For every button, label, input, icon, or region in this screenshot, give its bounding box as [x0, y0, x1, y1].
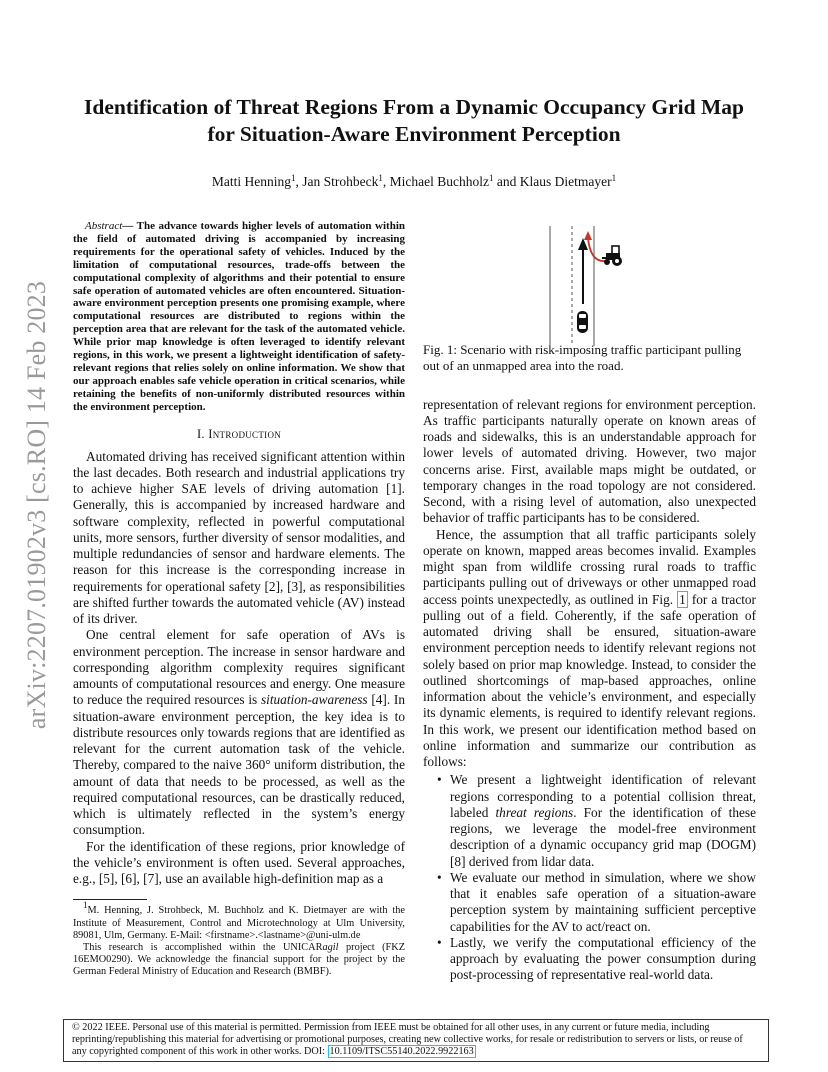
author-separator: ,: [295, 174, 303, 189]
contribution-item: [423, 870, 756, 935]
threat-arrowhead: [584, 231, 592, 240]
copyright-notice: [63, 1019, 769, 1062]
intro-paragraph-2: [73, 627, 405, 838]
title-line-1: Identification of Threat Regions From a Dynamic Occupancy Grid Map: [84, 95, 744, 119]
footnote-text: M. Henning, J. Strohbeck, M. Buchholz and K. Dietmayer are with the Institute of Measurement, Control and Microtechnology at Ulm University, 89081, Ulm, Germany. E-Mail: <firstname>.<lastname>@uni-ulm.de: [73, 905, 405, 941]
footnote-text: This research is accomplished within the UNICAR: [83, 941, 323, 953]
contribution-list: [423, 772, 756, 983]
title-line-2: for Situation-Aware Environment Perception: [207, 122, 621, 146]
footnote-affiliation: [73, 900, 405, 942]
author-affiliation-mark: 1: [378, 173, 383, 183]
item-text: Lastly, we verify the computational efficiency of the approach by evaluating the power consumption during post-processing of representative real-world data.: [450, 934, 756, 983]
abstract-text: The advance towards higher levels of automation within the field of automated driving is accompanied by increasing requirements for the operational safety of vehicles. Induced by the limitation of computational resources, trade-offs between the computational complexity of algorithms and their potential to ensure safe operation of automated vehicles are often encountered. Situation-aware environment perception presents one promising example, where computational resources are distributed to regions within the perception area that are relevant for the task of the automated vehicle. While prior map knowledge is often leveraged to identify relevant regions, in this work, we present a lightweight identification of safety-relevant regions that relies solely on online information. We show that our approach enables safe vehicle operation in critical scenarios, while retaining the benefits of non-uniformly distributed resources within the environment perception.: [73, 220, 405, 413]
figure-1: [423, 213, 756, 338]
author-affiliation-mark: 1: [291, 173, 296, 183]
doi-link[interactable]: 10.1109/ITSC55140.2022.9922163: [329, 1046, 474, 1058]
emphasis-term: situation-awareness: [260, 692, 368, 708]
item-text: We present a lightweight identification of relevant regions corresponding to a potential collision threat, labeled: [450, 772, 756, 820]
figure-reference-link[interactable]: 1: [679, 591, 686, 607]
ego-vehicle-window: [579, 314, 586, 318]
paper-title: [60, 94, 768, 148]
paragraph-text: for a tractor pulling out of a field. Coherently, if the safe operation of automated driving shall be ensured, situation-aware environment perception needs to identify relevant regions not solely based on prior map knowledge. Instead, to consider the outlined shortcomings of map-based approaches, online information about the vehicle’s environment, and especially its dynamic elements, is required to identify relevant regions. In this work, we present our identification method based on online information and summarize our contribution as follows:: [423, 591, 756, 770]
contribution-item: [423, 935, 756, 984]
contribution-item: [423, 772, 756, 870]
arxiv-identifier: arXiv:2207.01902v3 [cs.RO] 14 Feb 2023: [22, 280, 51, 730]
section-number: I.: [196, 426, 209, 441]
intro-paragraph-5: [423, 527, 756, 771]
footnote-emphasis: agil: [322, 941, 339, 953]
footnote-funding: [73, 942, 405, 979]
bullet-icon: •: [437, 772, 442, 788]
footnote-mark: 1: [83, 900, 88, 911]
item-text: We evaluate our method in simulation, where we show that it enables safe operation of a situation-aware perception system by maintaining sufficient perceptive capabilities for the AV to act/react on.: [450, 869, 756, 934]
right-column: [423, 213, 756, 984]
author-list: [60, 173, 768, 190]
arxiv-sidebar: [4, 280, 70, 730]
abstract-label: Abstract: [85, 220, 123, 232]
section-heading-introduction: [73, 427, 405, 442]
author-affiliation-mark: 1: [611, 173, 617, 183]
copyright-text: © 2022 IEEE. Personal use of this material is permitted. Permission from IEEE must be obtained for all other uses, in any current or future media, including reprinting/republishing this material for advertising or promotional purposes, creating new collective works, for resale or redistribution to servers or lists, or reuse of any copyrighted component of this work in other works. DOI:: [72, 1022, 743, 1058]
paragraph-text: [4]. In situation-aware environment perception, the key idea is to distribute resources only towards regions that are identified as relevant for the current automation task of the vehicle. Thereby, compared to the naive 360° uniform distribution, the amount of data that needs to be processed, as well as the required computational resources, can be drastically reduced, which is ultimately reflected in the system’s energy consumption.: [73, 692, 405, 838]
author-separator: ,: [382, 174, 390, 189]
author-separator: and: [493, 174, 520, 189]
item-text: . For the identification of these regions, we leverage the model-free environment description of a dynamic occupancy grid map (DOGM) [8] derived from lidar data.: [450, 804, 757, 869]
abstract-dash: —: [122, 220, 137, 232]
figure-caption: Fig. 1: Scenario with risk-imposing traffic participant pulling out of an unmapped area into the road.: [423, 342, 742, 374]
left-column: [73, 220, 405, 979]
section-title: Introduction: [208, 426, 282, 441]
abstract: [73, 220, 405, 414]
intro-paragraph-4: representation of relevant regions for environment perception. As traffic participants naturally operate on known areas of roads and sidewalks, this is an understandable approach for lower levels of automated driving. However, two major concerns arise. First, available maps might be outdated, or temporary changes in the road topology are not considered. Second, with a rising level of automation, also unexpected behavior of traffic participants has to be considered.: [423, 396, 756, 526]
author-name: Michael Buchholz: [389, 174, 489, 189]
bullet-icon: •: [437, 869, 442, 885]
paragraph-text: One central element for safe operation of AVs is environment perception. The increase in sensor hardware and corresponding algorithm complexity requires significant amounts of computational resources and energy. One measure to reduce the required resources is: [73, 627, 405, 708]
bullet-icon: •: [437, 934, 442, 950]
intro-paragraph-1: Automated driving has received significant attention within the last decades. Both research and industrial applications try to achieve higher SAE levels of driving automation [1]. Generally, this is accompanied by increased hardware and software complexity, reflected in powerful computational units, more sensors, further diversity of sensor modalities, and multiple redundancies of sensor and hardware elements. The reason for this increase is the corresponding increase in requirements for operational safety [2], [3], as responsibilities are shifted further towards the automated vehicle (AV) instead of its driver.: [73, 448, 405, 627]
tractor-icon: [602, 246, 622, 266]
emphasis-term: threat regions: [495, 804, 574, 820]
author-name: Jan Strohbeck: [302, 174, 379, 189]
intro-paragraph-3: For the identification of these regions, prior knowledge of the vehicle’s environment is often used. Several approaches, e.g., [5], [6], [7], use an available high-definition map as a: [73, 838, 405, 887]
author-name: Matti Henning: [211, 174, 292, 189]
ego-vehicle-window: [579, 325, 586, 329]
paragraph-text: Hence, the assumption that all traffic participants solely operate on known, mapped areas becomes invalid. Examples might span from wildlife crossing rural roads to traffic participants pulling out of driveways or other unmapped road access points unexpectedly, as outlined in Fig.: [423, 526, 756, 607]
footnote-text: project (FKZ 16EMO0290). We acknowledge the financial support for the project by the German Federal Ministry of Education and Research (BMBF).: [73, 941, 405, 978]
author-name: Klaus Dietmayer: [519, 174, 612, 189]
author-affiliation-mark: 1: [489, 173, 494, 183]
scenario-illustration: [544, 226, 636, 346]
